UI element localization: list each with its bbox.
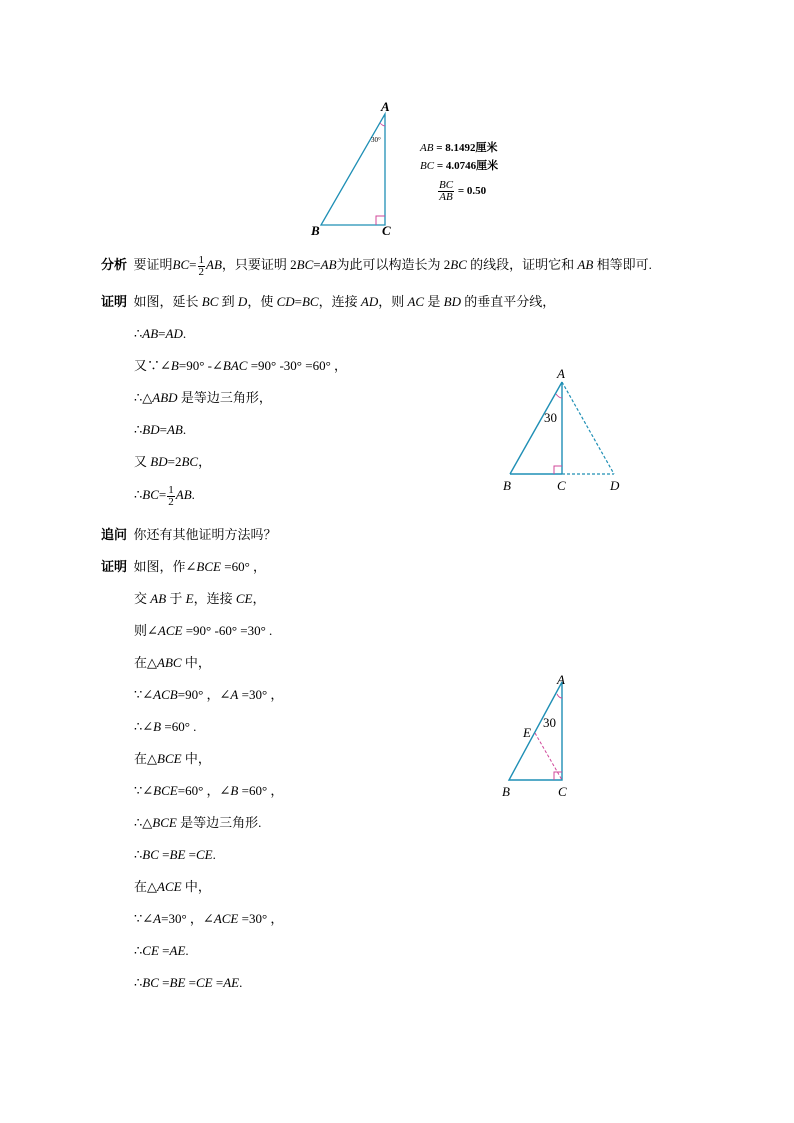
vertex-e-label: E	[523, 725, 531, 740]
figure-2-triangle	[495, 362, 635, 497]
bc-measurement: BC = 4.0746厘米	[420, 160, 499, 172]
followup-label: 追问	[101, 527, 128, 542]
proof2-line1: 证明 如图，作∠BCE =60° ，	[101, 559, 267, 574]
proof2-line3: 则∠ACE =90° -60° =30° .	[134, 623, 273, 638]
proof1-line1: 证明 如图，延长 BC 到 D，使 CD=BC，连接 AD，则 AC 是 BD 的垂直平分线，	[101, 294, 556, 309]
fraction-half: $\frac{1}{2}$	[198, 253, 204, 278]
vertex-c-label: C	[558, 784, 567, 799]
vertex-b-label: B	[503, 478, 511, 493]
vertex-a-label: A	[557, 366, 565, 381]
proof2-line11: 在△ACE 中，	[134, 879, 211, 894]
proof2-line7: 在△BCE 中，	[134, 751, 211, 766]
vertex-a-label: A	[381, 99, 390, 114]
fraction-half: $\frac{1}{2}$	[168, 483, 174, 508]
proof1-line2: ∴AB=AD.	[134, 326, 187, 341]
angle-label: 30	[544, 410, 557, 425]
proof2-line12: ∵∠A=30° ，∠ACE =30° ，	[134, 911, 284, 926]
proof2-line4: 在△ABC 中，	[134, 655, 211, 670]
proof2-line10: ∴BC =BE =CE.	[134, 847, 216, 862]
vertex-d-label: D	[610, 478, 620, 493]
right-angle-mark	[554, 466, 562, 474]
proof2-label: 证明	[101, 559, 128, 574]
vertex-c-label: C	[557, 478, 566, 493]
angle-arc	[556, 394, 562, 398]
side-ad-dashed	[562, 382, 614, 474]
proof2-line13: ∴CE =AE.	[134, 943, 189, 958]
proof2-line6: ∴∠B =60° .	[134, 719, 197, 734]
proof1-line3: 又∵∠B=90° -∠BAC =90° -30° =60° ，	[134, 358, 348, 373]
vertex-c-label: C	[382, 223, 391, 238]
ab-measurement: AB = 8.1492厘米	[420, 142, 498, 154]
vertex-a-label: A	[557, 672, 565, 687]
proof1-line5: ∴BD=AB.	[134, 422, 187, 437]
proof2-line14: ∴BC =BE =CE =AE.	[134, 975, 243, 990]
proof1-label: 证明	[101, 294, 128, 309]
figure-3-triangle	[495, 670, 585, 805]
proof2-line8: ∵∠BCE=60° ，∠B =60° ，	[134, 783, 284, 798]
proof2-line5: ∵∠ACB=90° ，∠A =30° ，	[134, 687, 284, 702]
analysis-line: 分析 要证明BC= $\frac{1}{2}$ AB，只要证明 2BC=AB为此可以构造长为 2BC 的线段，证明它和 AB 相等即可.	[101, 253, 652, 278]
vertex-b-label: B	[502, 784, 510, 799]
followup-line: 追问 你还有其他证明方法吗？	[101, 527, 277, 542]
angle-label: 30°	[371, 136, 381, 144]
analysis-label: 分析	[101, 257, 128, 272]
proof1-line7: ∴BC= $\frac{1}{2}$ AB.	[134, 483, 195, 508]
proof1-line6: 又 BD=2BC，	[134, 454, 212, 469]
angle-arc	[380, 123, 385, 126]
vertex-b-label: B	[311, 223, 320, 238]
angle-label: 30	[543, 715, 556, 730]
angle-arc	[557, 694, 562, 698]
proof2-line2: 交 AB 于 E，连接 CE，	[134, 591, 266, 606]
proof2-line9: ∴△BCE 是等边三角形.	[134, 815, 262, 830]
side-ab	[510, 382, 562, 474]
ratio-measurement: $\frac{BC}{AB}$ = 0.50	[439, 179, 487, 203]
triangle-abc	[321, 114, 385, 225]
proof1-line4: ∴△ABD 是等边三角形，	[134, 390, 272, 405]
segment-ce-dashed	[535, 733, 562, 780]
figure-1-triangle	[300, 95, 410, 240]
